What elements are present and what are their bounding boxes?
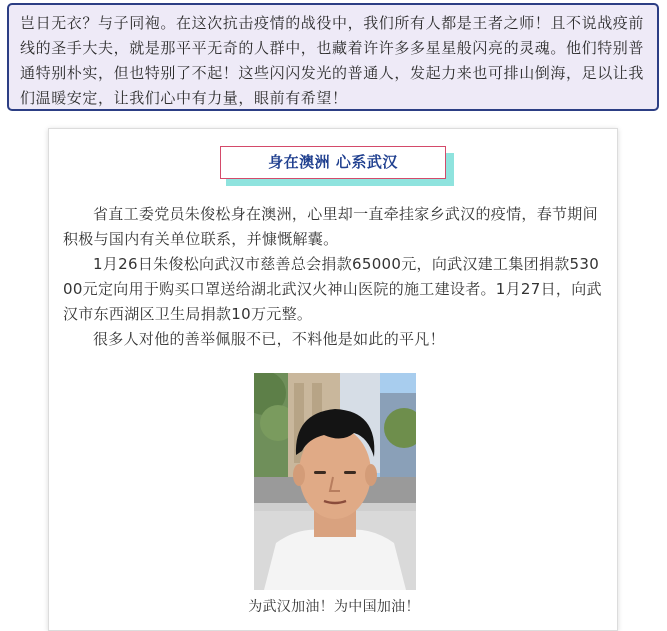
- article-paragraph: 省直工委党员朱俊松身在澳洲，心里却一直牵挂家乡武汉的疫情，春节期间积极与国内有关单位联系，并慷慨解囊。: [63, 205, 598, 248]
- portrait-photo: [254, 373, 416, 590]
- article-paragraph: 很多人对他的善举佩服不已，不料他是如此的平凡！: [93, 330, 445, 348]
- article-title-banner: [220, 146, 454, 186]
- intro-callout: [7, 3, 659, 111]
- article-body: [63, 202, 607, 352]
- article-title: 身在澳洲 心系武汉: [220, 146, 446, 179]
- intro-text: 岂日无衣？与子同袍。在这次抗击疫情的战役中，我们所有人都是王者之师！且不说战疫前线的圣手大夫，就是那平平无奇的人群中，也藏着许许多多星星般闪亮的灵魂。他们特别普通特别朴实，但也特别了不起！这些闪闪发光的普通人，发起力来也可排山倒海，足以让我们温暖安定，让我们心中有力量，眼前有希望！: [20, 14, 645, 107]
- article-paragraph: 1月26日朱俊松向武汉市慈善总会捐款65000元，向武汉建工集团捐款53000元定向用于购买口罩送给湖北武汉火神山医院的施工建设者。1月27日，向武汉市东西湖区卫生局捐款10万元整。: [63, 255, 602, 323]
- article-card: [48, 128, 618, 631]
- photo-caption: 为武汉加油！为中国加油！: [248, 599, 420, 615]
